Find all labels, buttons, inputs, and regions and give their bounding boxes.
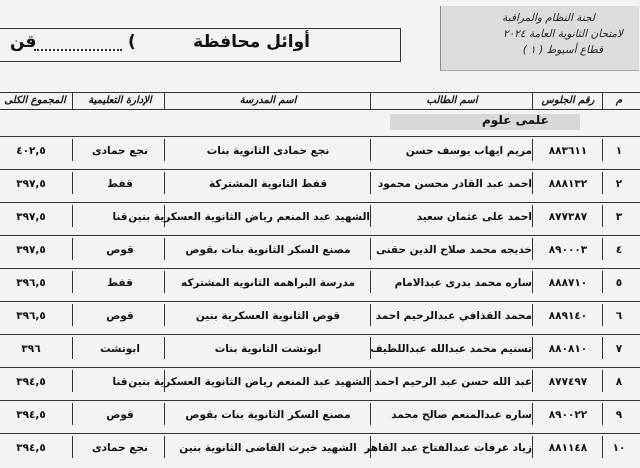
school-name: مدرسة البراهمه الثانويه المشتركه	[180, 277, 356, 289]
section-label: علمى علوم	[482, 113, 549, 127]
header-divider	[532, 93, 533, 109]
row-divider	[602, 337, 603, 359]
row-divider	[370, 403, 371, 425]
student-name: ساره عبدالمنعم صالح محمد	[391, 409, 532, 421]
row-divider	[532, 304, 533, 326]
row-index: ٣	[615, 211, 623, 223]
student-name: احمد على عثمان سعيد	[416, 211, 532, 223]
row-divider	[370, 370, 371, 392]
row-index: ٦	[615, 310, 623, 322]
row-divider	[532, 403, 533, 425]
row-divider	[602, 403, 603, 425]
row-divider	[532, 337, 533, 359]
col-header-total: المجموع الكلى	[4, 95, 66, 106]
row-divider	[370, 304, 371, 326]
row-divider	[370, 172, 371, 194]
seat-number: ٨٨٨٧١٠	[548, 277, 588, 289]
school-name: الشهيد خيرت القاضى الثانوية بنين	[179, 442, 357, 454]
row-divider	[602, 436, 603, 458]
education-admin: ابوتشت	[100, 343, 140, 355]
seat-number: ٨٧٧٣٨٧	[548, 211, 588, 223]
education-admin: قوص	[106, 310, 134, 322]
row-divider	[72, 238, 73, 260]
row-divider	[602, 304, 603, 326]
education-admin: قفط	[107, 277, 133, 289]
seat-number: ٨٨٩١٤٠	[548, 310, 588, 322]
stamp-line-1: لجنة النظام والمراقبة	[502, 12, 595, 24]
row-divider	[532, 436, 533, 458]
title-dotted-blank	[34, 49, 122, 51]
school-name: مصنع السكر الثانوية بنات بقوص	[185, 409, 351, 421]
school-name: قوص الثانوية العسكرية بنين	[195, 310, 341, 322]
table-row	[0, 235, 640, 262]
col-header-admin: الإدارة التعليمية	[88, 95, 152, 106]
header-divider	[370, 93, 371, 109]
total-score: ٣٩٦,٥	[16, 277, 46, 289]
school-name: مصنع السكر الثانوية بنات بقوص	[185, 244, 351, 256]
col-header-seat: رقم الجلوس	[541, 95, 595, 106]
education-admin: قوص	[106, 244, 134, 256]
row-index: ٥	[615, 277, 623, 289]
header-divider	[602, 93, 603, 109]
seat-number: ٨٩٠٠٠٣	[548, 244, 588, 256]
table-row	[0, 301, 640, 328]
row-divider	[72, 139, 73, 161]
seat-number: ٨٩٠٠٢٢	[548, 409, 588, 421]
row-divider	[164, 238, 165, 260]
row-index: ١	[615, 145, 623, 157]
col-header-name: اسم الطالب	[426, 95, 478, 106]
row-index: ٨	[615, 376, 623, 388]
student-name: عبد الله حسن عبد الرحيم احمد	[374, 376, 532, 388]
seat-number: ٨٨١١٤٨	[548, 442, 588, 454]
total-score: ٣٩٦	[21, 343, 41, 355]
row-divider	[72, 205, 73, 227]
row-divider	[72, 304, 73, 326]
page-title-box	[0, 28, 401, 62]
row-divider	[532, 370, 533, 392]
row-divider	[72, 370, 73, 392]
row-divider	[370, 139, 371, 161]
table-row	[0, 334, 640, 361]
title-paren: (	[128, 32, 136, 52]
header-divider	[164, 93, 165, 109]
school-name: قفط الثانوية المشتركة	[208, 178, 328, 190]
row-divider	[532, 238, 533, 260]
total-score: ٣٩٧,٥	[16, 211, 46, 223]
student-name: زياد عرفات عبدالفتاح عبد القاهر	[364, 442, 532, 454]
row-index: ٢	[615, 178, 623, 190]
total-score: ٣٩٤,٥	[16, 376, 46, 388]
row-divider	[164, 436, 165, 458]
row-divider	[532, 271, 533, 293]
education-admin: قنا	[112, 376, 128, 388]
row-divider	[164, 139, 165, 161]
seat-number: ٨٨٣٦١١	[548, 145, 588, 157]
stamp-line-2: لامتحان الثانوية العامة ٢٠٢٤	[502, 28, 623, 40]
committee-stamp	[440, 6, 639, 71]
row-divider	[164, 337, 165, 359]
student-name: تسنيم محمد عبدالله عبداللطيف	[370, 343, 532, 355]
title-governorate: قن	[10, 32, 37, 52]
total-score: ٤٠٢,٥	[16, 145, 46, 157]
total-score: ٣٩٤,٥	[16, 409, 46, 421]
row-divider	[602, 139, 603, 161]
table-row	[0, 367, 640, 394]
education-admin: قفط	[107, 178, 133, 190]
stamp-line-3: قطاع أسيوط ( ١ )	[522, 44, 603, 56]
seat-number: ٨٧٧٤٩٧	[548, 376, 588, 388]
row-divider	[602, 172, 603, 194]
table-row	[0, 169, 640, 196]
student-name: احمد عبد القادر محسن محمود	[377, 178, 532, 190]
total-score: ٣٩٧,٥	[16, 178, 46, 190]
school-name: نجع حمادى الثانوية بنات	[206, 145, 330, 157]
row-divider	[602, 271, 603, 293]
row-divider	[602, 205, 603, 227]
seat-number: ٨٨٨١٣٢	[548, 178, 588, 190]
row-divider	[164, 403, 165, 425]
row-divider	[532, 205, 533, 227]
table-row	[0, 433, 640, 460]
student-name: ساره محمد بدرى عبدالامام	[394, 277, 532, 289]
total-score: ٣٩٤,٥	[16, 442, 46, 454]
row-divider	[602, 238, 603, 260]
col-header-idx: م	[615, 95, 623, 106]
page-title: أوائل محافظة	[193, 32, 310, 52]
education-admin: قوص	[106, 409, 134, 421]
row-index: ٤	[615, 244, 623, 256]
table-row	[0, 136, 640, 163]
school-name: الشهيد عبد المنعم رياض الثانوية العسكرية بنين	[128, 211, 370, 223]
school-name: الشهيد عبد المنعم رياض الثانوية العسكرية بنين	[128, 376, 370, 388]
row-divider	[602, 370, 603, 392]
education-admin: نجع حمادى	[92, 442, 148, 454]
col-header-school: اسم المدرسة	[239, 95, 297, 106]
row-divider	[370, 238, 371, 260]
student-name: مريم ايهاب يوسف حسن	[405, 145, 532, 157]
row-divider	[164, 172, 165, 194]
student-name: خديجه محمد صلاح الدين حقنى	[375, 244, 532, 256]
row-index: ٩	[615, 409, 623, 421]
row-divider	[72, 403, 73, 425]
row-divider	[72, 337, 73, 359]
row-divider	[164, 304, 165, 326]
row-divider	[370, 271, 371, 293]
row-divider	[370, 205, 371, 227]
section-header	[0, 110, 640, 134]
seat-number: ٨٨٠٨١٠	[548, 343, 588, 355]
row-divider	[532, 139, 533, 161]
student-name: محمد القذافي عبدالرحيم احمد	[375, 310, 532, 322]
row-divider	[532, 172, 533, 194]
header-divider	[72, 93, 73, 109]
row-divider	[164, 271, 165, 293]
total-score: ٣٩٦,٥	[16, 310, 46, 322]
row-divider	[72, 271, 73, 293]
school-name: ابوتشت الثانوية بنات	[214, 343, 322, 355]
total-score: ٣٩٧,٥	[16, 244, 46, 256]
education-admin: نجع حمادى	[92, 145, 148, 157]
table-row	[0, 400, 640, 427]
row-index: ٧	[615, 343, 623, 355]
row-divider	[72, 172, 73, 194]
row-index: ١٠	[612, 442, 626, 454]
row-divider	[72, 436, 73, 458]
table-header	[0, 92, 640, 110]
education-admin: قنا	[112, 211, 128, 223]
table-row	[0, 268, 640, 295]
table-row	[0, 202, 640, 229]
